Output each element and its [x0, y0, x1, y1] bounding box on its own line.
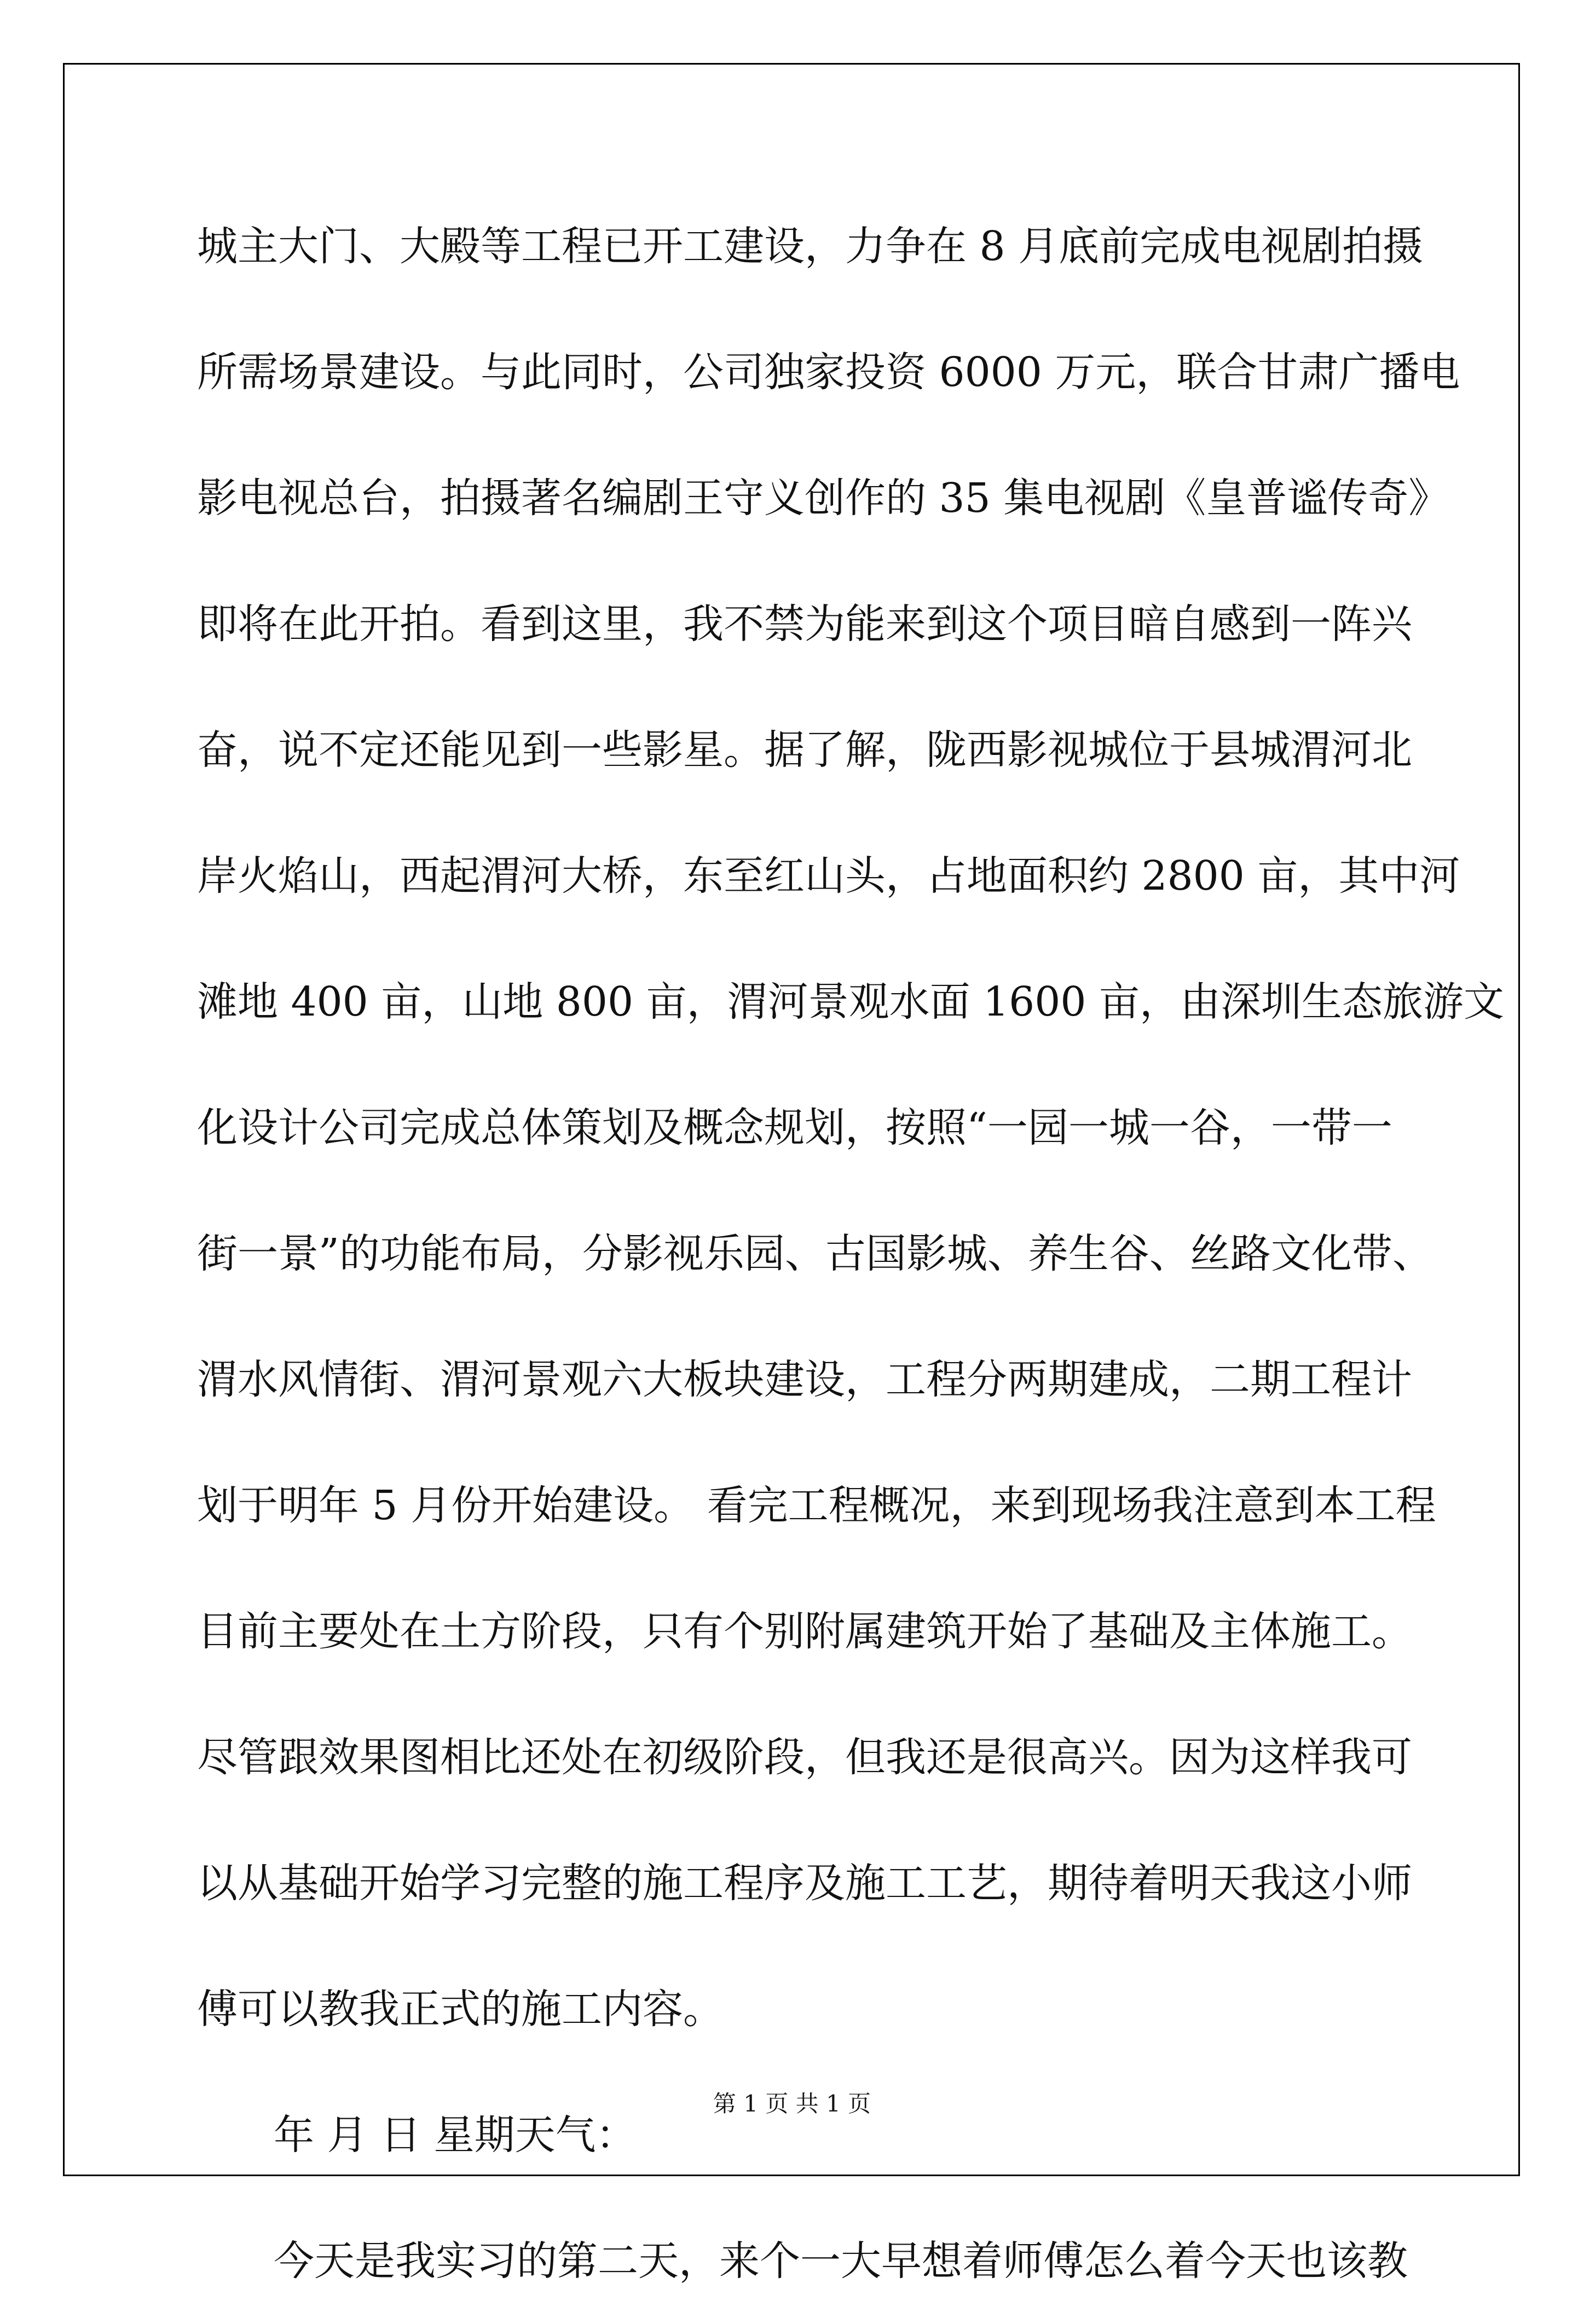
text-line: 街一景”的功能布局，分影视乐园、古国影城、养生谷、丝路文化带、: [197, 1230, 1433, 1277]
text-line: 即将在此开拍。看到这里，我不禁为能来到这个项目暗自感到一阵兴: [197, 601, 1412, 648]
page-number-footer: 第 1 页 共 1 页: [713, 2090, 871, 2117]
document-body: [197, 183, 1504, 2324]
date-heading-line: 年 月 日 星期天气：: [274, 2112, 637, 2159]
text-line: 尽管跟效果图相比还处在初级阶段，但我还是很高兴。因为这样我可: [197, 1734, 1412, 1781]
text-line: 目前主要处在土方阶段，只有个别附属建筑开始了基础及主体施工。: [197, 1608, 1412, 1655]
text-line: 傅可以教我正式的施工内容。: [197, 1986, 724, 2033]
text-line: 化设计公司完成总体策划及概念规划，按照“一园一城一谷，一带一: [197, 1104, 1392, 1151]
text-line: 奋，说不定还能见到一些影星。据了解，陇西影视城位于县城渭河北: [197, 726, 1412, 774]
text-line: 所需场景建设。与此同时，公司独家投资 6000 万元，联合甘肃广播电: [197, 349, 1460, 396]
text-line: 城主大门、大殿等工程已开工建设，力争在 8 月底前完成电视剧拍摄: [197, 223, 1424, 270]
text-line: 岸火焰山，西起渭河大桥，东至红山头，占地面积约 2800 亩，其中河: [197, 852, 1460, 899]
text-line: 以从基础开始学习完整的施工程序及施工工艺，期待着明天我这小师: [197, 1860, 1412, 1907]
text-line: 划于明年 5 月份开始建设。 看完工程概况，来到现场我注意到本工程: [197, 1482, 1436, 1529]
text-line: 影电视总台，拍摄著名编剧王守义创作的 35 集电视剧《皇普谧传奇》: [197, 475, 1449, 522]
text-line: 滩地 400 亩，山地 800 亩，渭河景观水面 1600 亩，由深圳生态旅游文: [197, 978, 1504, 1025]
text-line: 今天是我实习的第二天，来个一大早想着师傅怎么着今天也该教: [274, 2238, 1408, 2285]
text-line: 渭水风情街、渭河景观六大板块建设，工程分两期建成，二期工程计: [197, 1356, 1412, 1403]
